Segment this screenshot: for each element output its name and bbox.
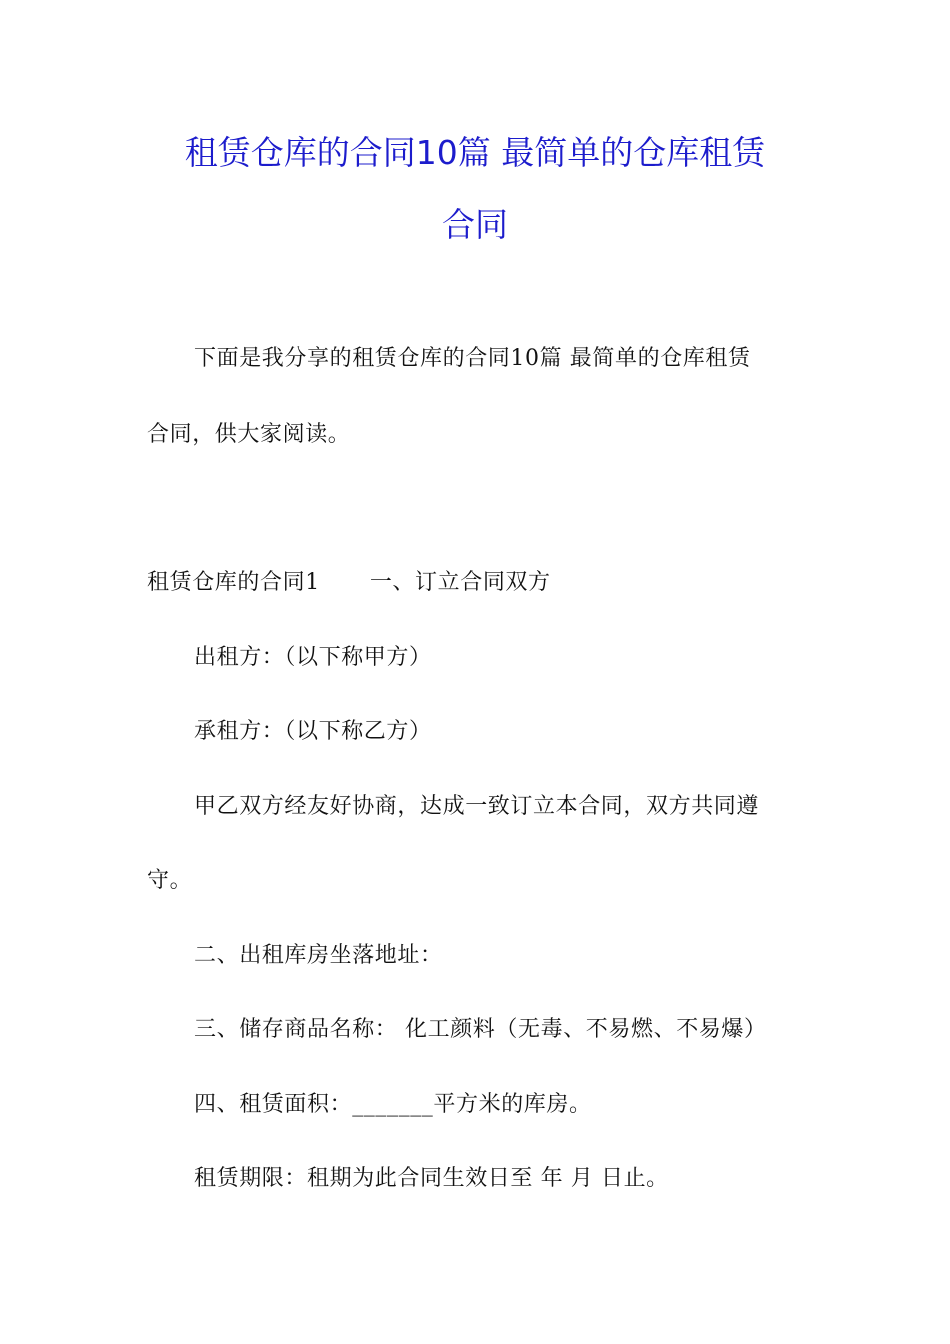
clause-2-address: 二、出租库房坐落地址： — [194, 943, 443, 968]
agreement-paragraph-line-2: 守。 — [147, 868, 193, 893]
intro-paragraph-line-2: 合同，供大家阅读。 — [147, 422, 351, 447]
lessee-line: 承租方：（以下称乙方） — [194, 719, 432, 744]
lessor-line: 出租方：（以下称甲方） — [194, 645, 432, 670]
agreement-paragraph-line-1: 甲乙双方经友好协商，达成一致订立本合同，双方共同遵 — [194, 794, 760, 819]
intro-paragraph-line-1: 下面是我分享的租赁仓库的合同10篇 最简单的仓库租赁 — [194, 346, 751, 371]
section-heading-row — [147, 572, 551, 594]
section-first-clause: 一、订立合同双方 — [369, 570, 551, 595]
lease-term-line: 租赁期限：租期为此合同生效日至 年 月 日止。 — [194, 1166, 669, 1191]
document-title-line-1: 租赁仓库的合同10篇 最简单的仓库租赁 — [184, 133, 766, 172]
section-heading: 租赁仓库的合同1 — [147, 570, 320, 595]
clause-4-area: 四、租赁面积：_______平方米的库房。 — [194, 1092, 592, 1117]
document-title-line-2: 合同 — [442, 205, 508, 244]
clause-3-goods: 三、储存商品名称： 化工颜料（无毒、不易燃、不易爆） — [194, 1017, 767, 1042]
